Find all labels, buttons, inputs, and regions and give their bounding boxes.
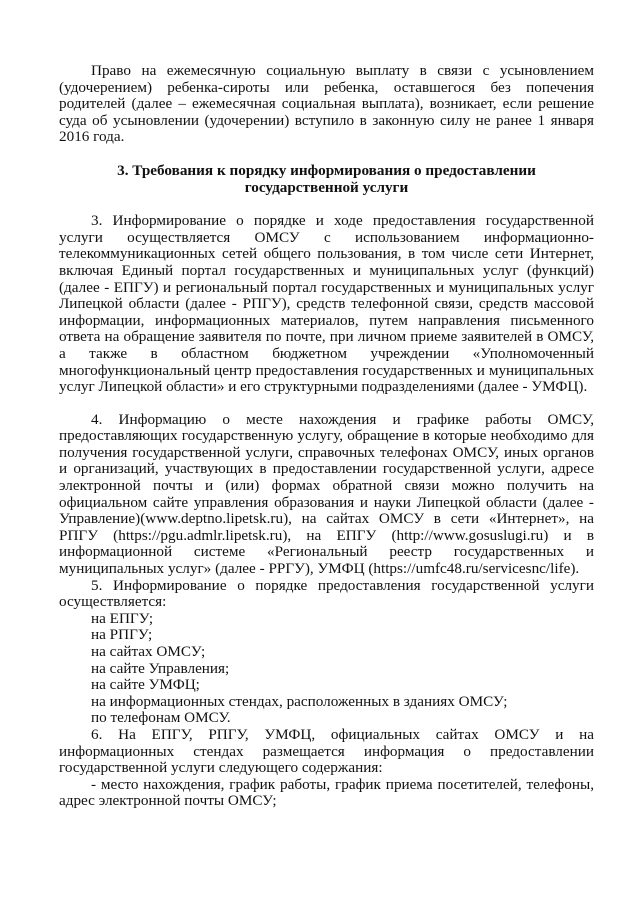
section-heading	[59, 163, 594, 196]
list-item: на сайте УМФЦ;	[91, 676, 200, 694]
section-heading-line-2: государственной услуги	[244, 178, 409, 196]
paragraph-4: 4. Информацию о месте нахождения и графике работы ОМСУ, предоставляющих государственную услугу, обращение в которые необходимо для получения государственной услуги, справочных телефонах ОМСУ, иных органов и организаций, участвующих в предоставлении государственной услуги, адресе электронной почты и (или) формах обратной связи можно получить на официальном сайте управления образования и науки Липецкой области (далее - Управление)(www.deptno.lipetsk.ru), на сайтах ОМСУ в сети «Интернет», на РПГУ (https://pgu.admlr.lipetsk.ru), на ЕПГУ (http://www.gosuslugi.ru) и в информационной системе «Региональный реестр государственных и муниципальных услуг» (далее - РРГУ), УМФЦ (https://umfc48.ru/servicesnc/life).	[59, 410, 594, 578]
list-item: на сайте Управления;	[91, 659, 230, 677]
document-body	[59, 63, 594, 810]
paragraph-3: 3. Информирование о порядке и ходе предоставления государственной услуги осуществляется ОМСУ с использованием информационно-телекоммуникационных сетей общего пользования, в том числе сети Интернет, включая Единый портал государственных и муниципальных услуг (функций) (далее - ЕПГУ) и региональный портал государственных и муниципальных услуг Липецкой области (далее - РПГУ), средств телефонной связи, средств массовой информации, информационных материалов, путем направления письменного ответа на обращение заявителя по почте, при личном приеме заявителей в ОМСУ, а также в областном бюджетном учреждении «Уполномоченный многофункциональный центр предоставления государственных и муниципальных услуг Липецкой области» и его структурными подразделениями (далее - УМФЦ).	[59, 212, 594, 396]
paragraph-5: 5. Информирование о порядке предоставления государственной услуги осуществляется:	[59, 576, 594, 611]
list-item: на РПГУ;	[91, 626, 153, 644]
list-item: на информационных стендах, расположенных в зданиях ОМСУ;	[91, 692, 508, 710]
list-item: на ЕПГУ;	[91, 609, 154, 627]
paragraph-6: 6. На ЕПГУ, РПГУ, УМФЦ, официальных сайтах ОМСУ и на информационных стендах размещается информация о предоставлении государственной услуги следующего содержания:	[59, 725, 594, 777]
section-heading-line-1: 3. Требования к порядку информирования о предоставлении	[117, 161, 536, 179]
information-channels-list	[59, 611, 594, 727]
paragraph-6-item: - место нахождения, график работы, график приема посетителей, телефоны, адрес электронной почты ОМСУ;	[59, 775, 594, 810]
intro-paragraph: Право на ежемесячную социальную выплату в связи с усыновлением (удочерением) ребенка-сироты или ребенка, оставшегося без попечения родителей (далее – ежемесячная социальная выплата), возникает, если решение суда об усыновлении (удочерении) вступило в законную силу не ранее 1 января 2016 года.	[59, 62, 594, 146]
list-item: на сайтах ОМСУ;	[91, 643, 206, 660]
list-item: по телефонам ОМСУ.	[91, 709, 231, 727]
